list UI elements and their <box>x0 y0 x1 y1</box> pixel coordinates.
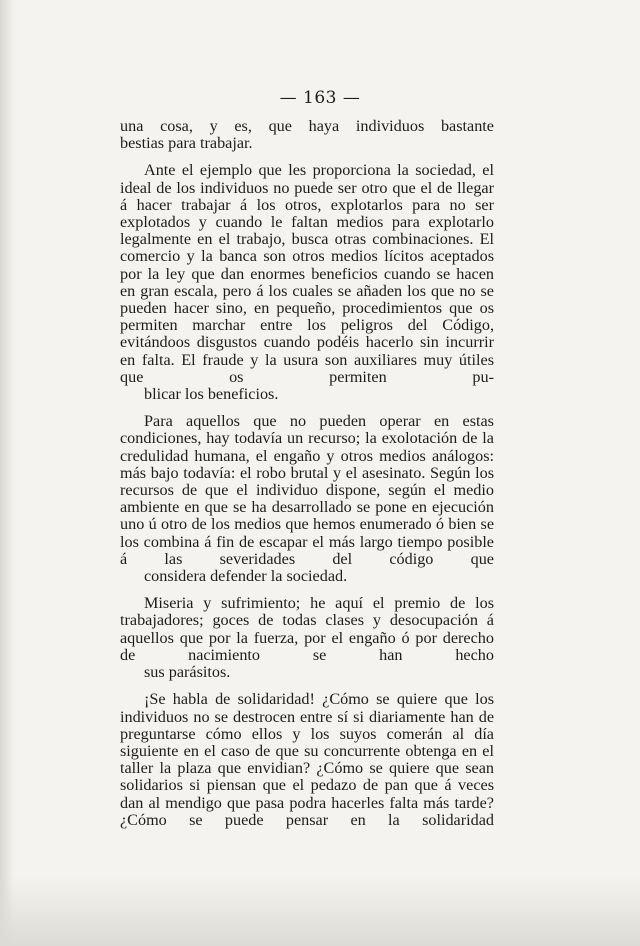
paragraph-3-last-line: considera defender la sociedad. <box>144 567 348 586</box>
paragraph-2-last-line: blicar los beneficios. <box>144 385 279 404</box>
paragraph-1-last-line: bestias para trabajar. <box>120 134 253 153</box>
paragraph-5-body: ¡Se habla de solidaridad! ¿Cómo se quiere que los individuos no se destrocen entre sí si diariamente han de preguntarse cómo ellos y los suyos comerán al día siguiente en el caso de que su concurrente obtenga en el taller la plaza que envidian? ¿Cómo se quiere que sean solidarios si piensan que el pedazo de pan que á veces dan al mendigo que pasa podra hacerles falta más tarde? ¿Cómo se puede pensar en la solidaridad <box>120 690 494 829</box>
paragraph-1 <box>120 118 494 152</box>
paragraph-2 <box>120 162 494 403</box>
paragraph-4 <box>120 595 494 681</box>
paragraph-2-body: Ante el ejemplo que les proporciona la sociedad, el ideal de los individuos no puede ser otro que el de llegar á hacer trabajar á los otros, explotarlos para no ser explotados y cuando le faltan medios para explotarlo legalmente en el trabajo, busca otras combinaciones. El comercio y la banca son otros medios lícitos aceptados por la ley que dan enormes beneficios cuando se hacen en gran escala, pero á los cuales se añaden los que no se pueden hacer sino, en pequeño, procedimientos que os permiten marchar entre los peligros del Código, evitándoos disgustos cuando podéis hacerlo sin incurrir en falta. El fraude y la usura son auxiliares muy útiles que os permiten pu- <box>120 161 494 386</box>
paragraph-1-body: una cosa, y es, que haya individuos bastante <box>120 117 494 135</box>
body-text <box>120 118 494 839</box>
paragraph-5 <box>120 691 494 829</box>
paragraph-4-last-line: sus parásitos. <box>144 663 231 682</box>
page-edge-bottom <box>0 876 640 946</box>
page-number: — 163 — <box>279 88 361 108</box>
paragraph-3 <box>120 413 494 585</box>
paragraph-4-body: Miseria y sufrimiento; he aquí el premio de los trabajadores; goces de todas clases y desocupación á aquellos que por la fuerza, por el engaño ó por derecho de nacimiento se han hecho <box>120 594 494 664</box>
paragraph-3-body: Para aquellos que no pueden operar en estas condiciones, hay todavía un recurso; la exolotación de la credulidad humana, el engaño y otros medios análogos: más bajo todavía: el robo brutal y el asesinato. Según los recursos de que el individuo dispone, según el medio ambiente en que se ha desarrollado se pone en ejecución uno ú otro de los medios que hemos enumerado ó bien se los combina á fin de escapar el más largo tiempo posible á las severidades del código que <box>120 412 494 568</box>
page-edge-left <box>0 0 14 946</box>
